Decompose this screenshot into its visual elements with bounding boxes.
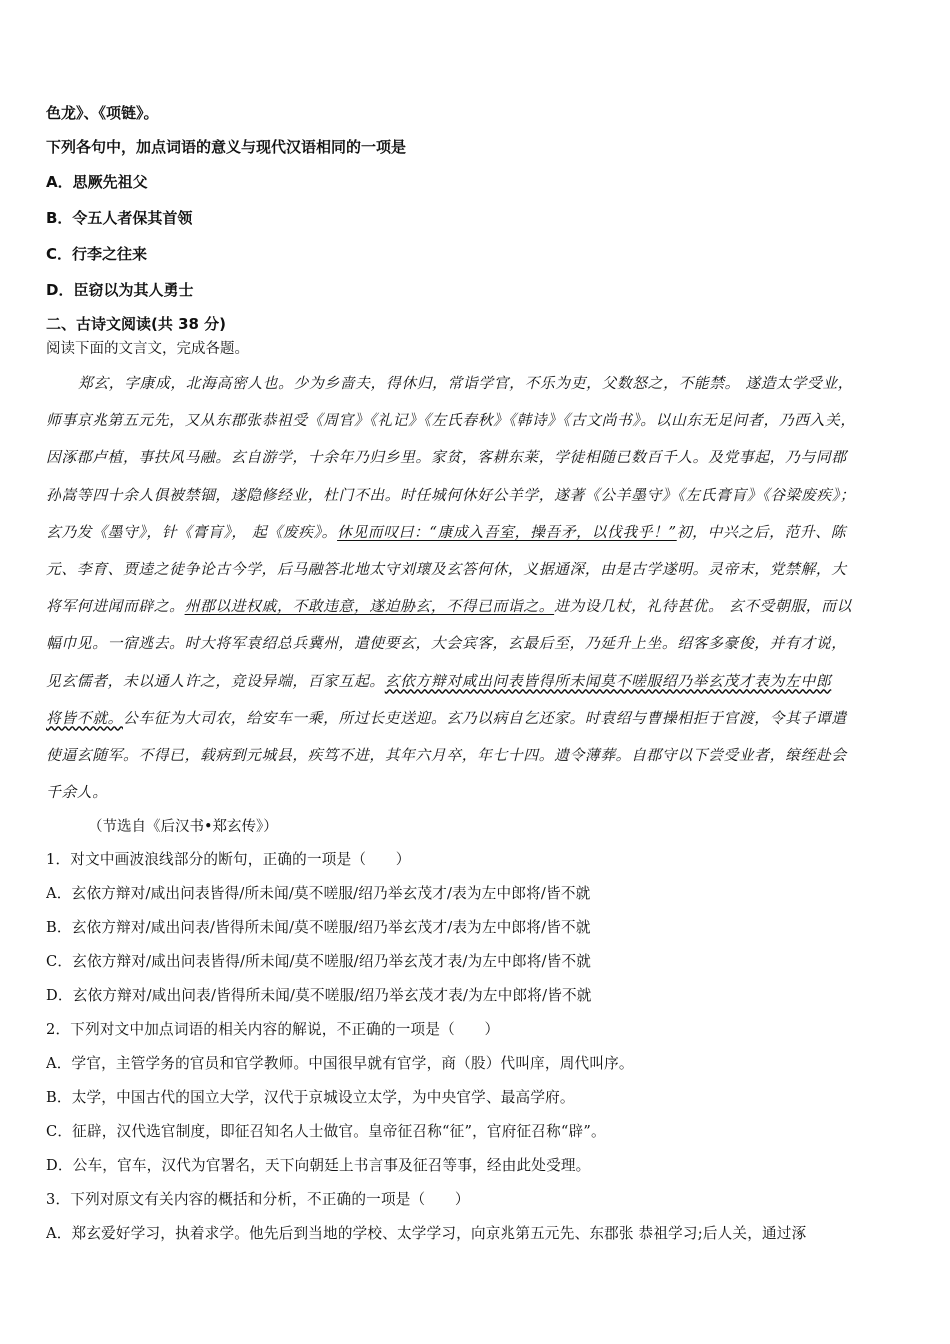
question-1 [46, 843, 908, 1013]
passage-line [46, 588, 908, 625]
option-a: A．玄依方辩对/咸出问表皆得/所未闻/莫不嗟服/绍乃举玄茂才/表为左中郎将/皆不就 [46, 885, 591, 903]
option-c: C．玄依方辩对/咸出问表皆得/所未闻/莫不嗟服/绍乃举玄茂才表/为左中郎将/皆不就 [46, 953, 592, 971]
passage-line: 千余人。 [46, 784, 108, 802]
passage-text: 公车征为大司农，给安车一乘，所过长吏送迎。玄乃以病自乞还家。时袁绍与曹操相拒于官渡，令其子谭遣 [123, 709, 847, 727]
underlined-sentence: 州郡以进权戚，不敢违意，遂迫胁玄，不得已而诣之。 [184, 598, 555, 616]
option-d: D．玄依方辩对/咸出问表/皆得所未闻/莫不嗟服/绍乃举玄茂才表/为左中郎将/皆不就 [46, 987, 592, 1005]
question-2 [46, 1013, 908, 1183]
classical-passage [46, 365, 908, 811]
passage-line: 元、李育、贾逵之徒争论古今学，后马融答北地太守刘瓌及玄答何休，义据通深，由是古学遂明。灵帝末，党禁解，大 [46, 560, 847, 578]
passage-text: 进为设几杖，礼待甚优。 玄不受朝服，而以 [554, 598, 852, 616]
question-3 [46, 1183, 908, 1251]
passage-line: 幅巾见。一宿逃去。时大将军袁绍总兵冀州，遣使要玄，大会宾客，玄最后至，乃延升上坐。绍客多豪俊，并有才说， [46, 635, 847, 653]
passage-line: 郑玄，字康成，北海高密人也。少为乡啬夫，得休归，常诣学官，不乐为吏，父数怒之，不能禁。 遂造太学受业， [78, 375, 854, 392]
option-c: C．征辟，汉代选官制度，即征召知名人士做官。皇帝征召称“征”，官府征召称“辟”。 [46, 1123, 606, 1141]
question-stem: 2．下列对文中加点词语的相关内容的解说，不正确的一项是（ ） [46, 1021, 500, 1039]
passage-text: 将军何进闻而辟之。 [46, 598, 185, 616]
option-c: C．行李之往来 [46, 245, 148, 263]
passage-text: 初，中兴之后，范升、陈 [676, 523, 847, 541]
option-b: B．令五人者保其首领 [46, 209, 193, 227]
passage-line [46, 700, 908, 737]
passage-line [46, 514, 908, 551]
question-stem: 1．对文中画波浪线部分的断句，正确的一项是（ ） [46, 851, 411, 869]
section-heading: 二、古诗文阅读(共 38 分) [46, 315, 227, 333]
passage-source: （节选自《后汉书•郑玄传》） [88, 819, 278, 836]
underlined-sentence: 休见而叹曰：“康成入吾室，操吾矛，以伐我乎！” [337, 523, 677, 541]
document-page [46, 96, 908, 1251]
question-stem: 3．下列对原文有关内容的概括和分析，不正确的一项是（ ） [46, 1191, 470, 1209]
option-a: A．学官，主管学务的官员和官学教师。中国很早就有官学，商（股）代叫庠，周代叫序。 [46, 1055, 634, 1073]
question-stem: 下列各句中，加点词语的意义与现代汉语相同的一项是 [46, 138, 407, 156]
option-a: A．思厥先祖父 [46, 173, 148, 191]
option-d: D．公车，官车，汉代为官署名，天下向朝廷上书言事及征召等事，经由此处受理。 [46, 1157, 591, 1175]
option-a: A．郑玄爱好学习，执着求学。他先后到当地的学校、太学学习，向京兆第五元先、东郡张 恭祖学习;后人关，通过涿 [46, 1225, 807, 1243]
passage-line: 师事京兆第五元先，又从东郡张恭祖受《周官》《礼记》《左氏春秋》《韩诗》《古文尚书》。以山东无足问者，乃西入关， [46, 412, 856, 430]
wavy-underlined-text: 玄依方辩对咸出问表皆得所未闻莫不嗟服绍乃举玄茂才表为左中郎 [384, 672, 832, 690]
option-d: D．臣窃以为其人勇士 [46, 281, 194, 299]
section-intro: 阅读下面的文言文，完成各题。 [46, 341, 249, 357]
passage-line: 使逼玄随军。不得已，载病到元城县，疾笃不进，其年六月卒，年七十四。遗令薄葬。自郡守以下尝受业者，缞绖赴会 [46, 746, 847, 764]
passage-text: 玄乃发《墨守》，针《膏肓》， 起《废疾》。 [46, 523, 338, 541]
option-b: B．玄依方辩对/咸出问表/皆得所未闻/莫不嗟服/绍乃举玄茂才/表为左中郎将/皆不就 [46, 919, 591, 937]
option-b: B．太学，中国古代的国立大学，汉代于京城设立太学，为中央官学、最高学府。 [46, 1089, 575, 1107]
passage-line [46, 663, 908, 700]
passage-line: 因涿郡卢植，事扶风马融。玄自游学，十余年乃归乡里。家贫，客耕东莱，学徒相随已数百千人。及党事起，乃与同郡 [46, 449, 847, 467]
wavy-underlined-text: 将皆不就。 [46, 709, 123, 727]
previous-answer-tail: 色龙》、《项链》。 [46, 104, 159, 122]
passage-line: 孙嵩等四十余人俱被禁锢，遂隐修经业，杜门不出。时任城何休好公羊学，遂著《公羊墨守》《左氏膏肓》《谷梁废疾》； [46, 486, 856, 504]
passage-text: 见玄儒者，未以通人许之，竞设异端，百家互起。 [46, 672, 385, 690]
